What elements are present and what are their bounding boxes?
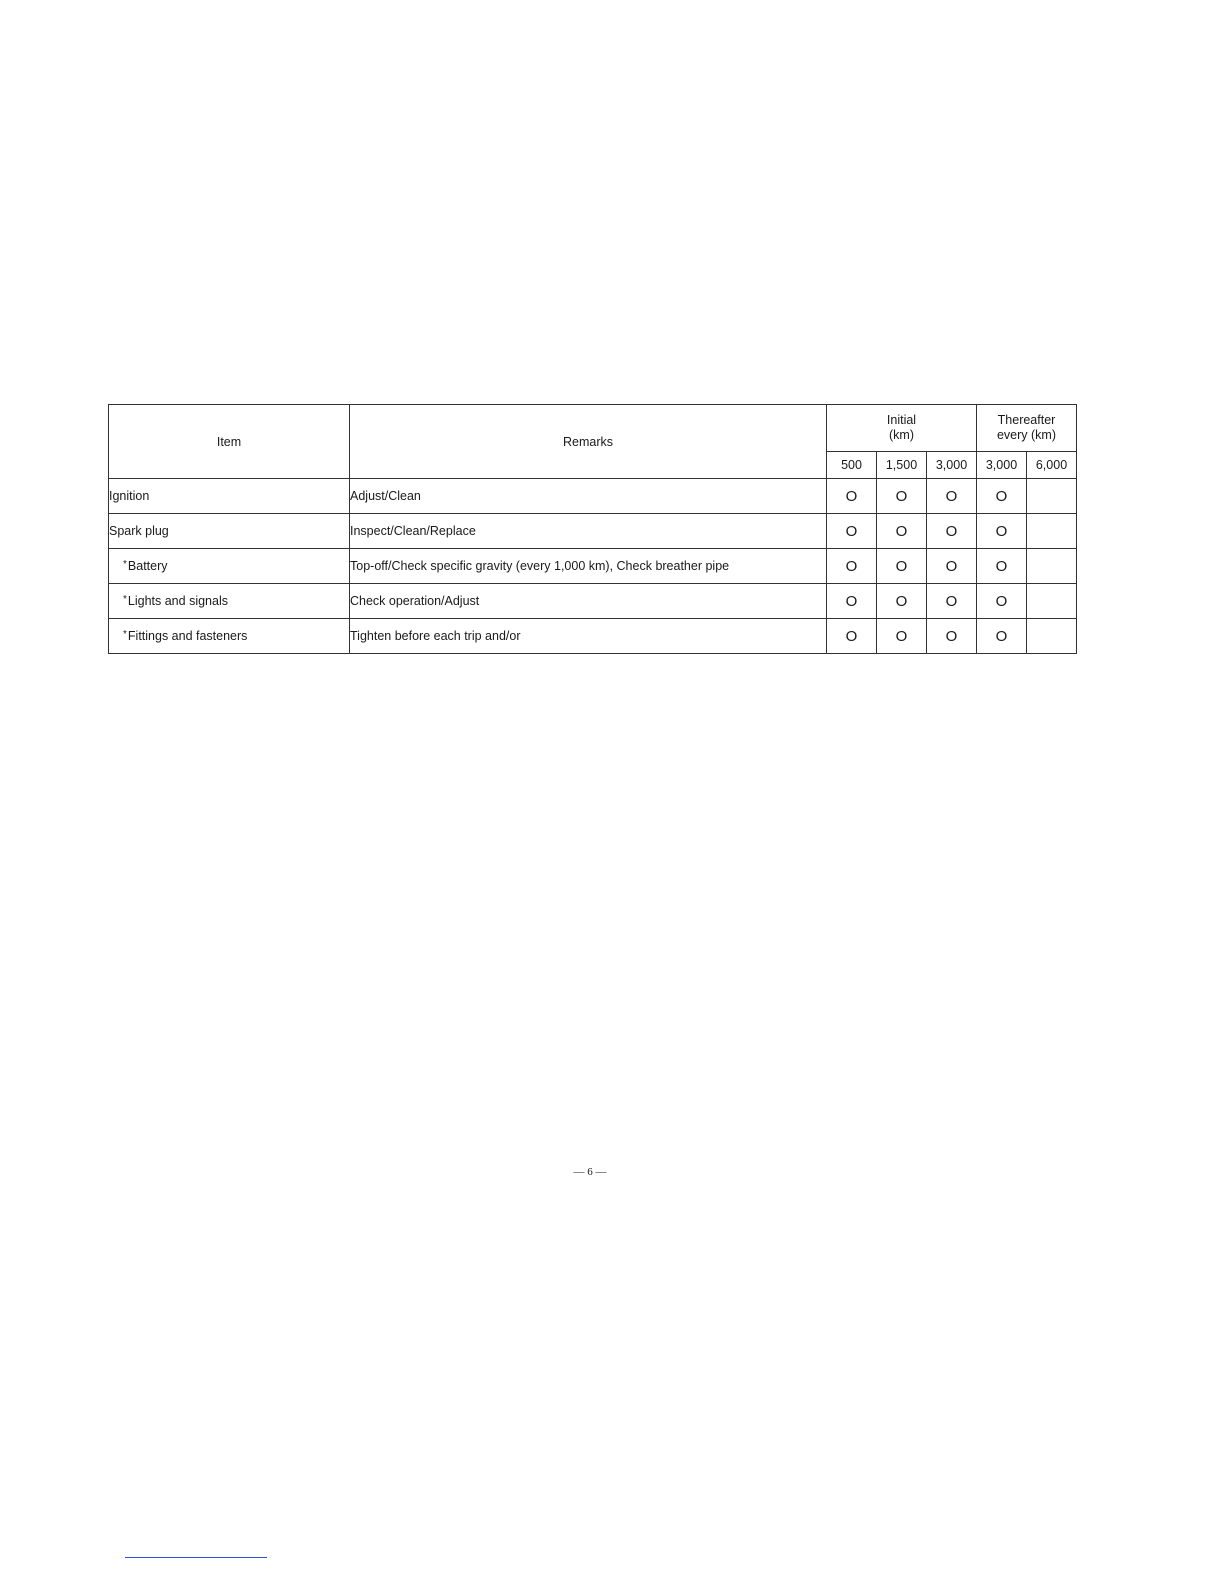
mark-cell — [1027, 584, 1077, 619]
table-header — [109, 405, 1077, 479]
mark-cell: O — [827, 619, 877, 654]
header-km-6000: 6,000 — [1027, 452, 1077, 479]
star-mark: * — [123, 559, 127, 570]
table-row — [109, 619, 1077, 654]
item-label: Lights and signals — [127, 594, 228, 608]
header-km-500: 500 — [827, 452, 877, 479]
mark-cell: O — [827, 549, 877, 584]
mark-cell: O — [877, 514, 927, 549]
item-cell — [109, 514, 350, 549]
item-label: Ignition — [109, 489, 150, 503]
item-cell — [109, 619, 350, 654]
mark-cell — [1027, 514, 1077, 549]
mark-cell: O — [877, 584, 927, 619]
mark-cell: O — [927, 619, 977, 654]
mark-cell — [1027, 619, 1077, 654]
maintenance-schedule-table — [108, 404, 1077, 654]
mark-cell: O — [827, 514, 877, 549]
table-row — [109, 514, 1077, 549]
remarks-cell: Check operation/Adjust — [350, 584, 827, 619]
header-thereafter — [977, 405, 1077, 452]
table-row — [109, 479, 1077, 514]
remarks-cell: Adjust/Clean — [350, 479, 827, 514]
page-number: — 6 — — [573, 1166, 607, 1178]
item-label: Spark plug — [109, 524, 169, 538]
mark-cell: O — [977, 549, 1027, 584]
mark-cell: O — [977, 479, 1027, 514]
mark-cell: O — [877, 549, 927, 584]
header-row-top — [109, 405, 1077, 452]
mark-cell: O — [827, 479, 877, 514]
header-thereafter-title: Thereafter — [997, 413, 1056, 427]
mark-cell — [1027, 549, 1077, 584]
mark-cell — [1027, 479, 1077, 514]
remarks-cell: Tighten before each trip and/or — [350, 619, 827, 654]
header-thereafter-unit: every (km) — [996, 428, 1057, 442]
table-body — [109, 479, 1077, 654]
remarks-cell: Inspect/Clean/Replace — [350, 514, 827, 549]
item-cell — [109, 584, 350, 619]
item-cell — [109, 479, 350, 514]
star-mark: * — [123, 629, 127, 640]
header-initial — [827, 405, 977, 452]
mark-cell: O — [877, 619, 927, 654]
mark-cell: O — [977, 514, 1027, 549]
header-initial-unit: (km) — [889, 428, 914, 442]
header-initial-title: Initial — [886, 413, 917, 427]
item-cell — [109, 549, 350, 584]
remarks-cell: Top-off/Check specific gravity (every 1,000 km), Check breather pipe — [350, 549, 827, 584]
header-item: Item — [109, 405, 350, 479]
mark-cell: O — [927, 479, 977, 514]
header-km-1500: 1,500 — [877, 452, 927, 479]
footnote-rule — [125, 1557, 267, 1558]
mark-cell: O — [827, 584, 877, 619]
mark-cell: O — [877, 479, 927, 514]
header-km-3000-thereafter: 3,000 — [977, 452, 1027, 479]
table-row — [109, 549, 1077, 584]
mark-cell: O — [927, 549, 977, 584]
mark-cell: O — [927, 584, 977, 619]
header-km-3000-initial: 3,000 — [927, 452, 977, 479]
item-label: Battery — [127, 559, 168, 573]
mark-cell: O — [927, 514, 977, 549]
header-remarks: Remarks — [350, 405, 827, 479]
item-label: Fittings and fasteners — [127, 629, 248, 643]
mark-cell: O — [977, 619, 1027, 654]
star-mark: * — [123, 594, 127, 605]
mark-cell: O — [977, 584, 1027, 619]
table-row — [109, 584, 1077, 619]
